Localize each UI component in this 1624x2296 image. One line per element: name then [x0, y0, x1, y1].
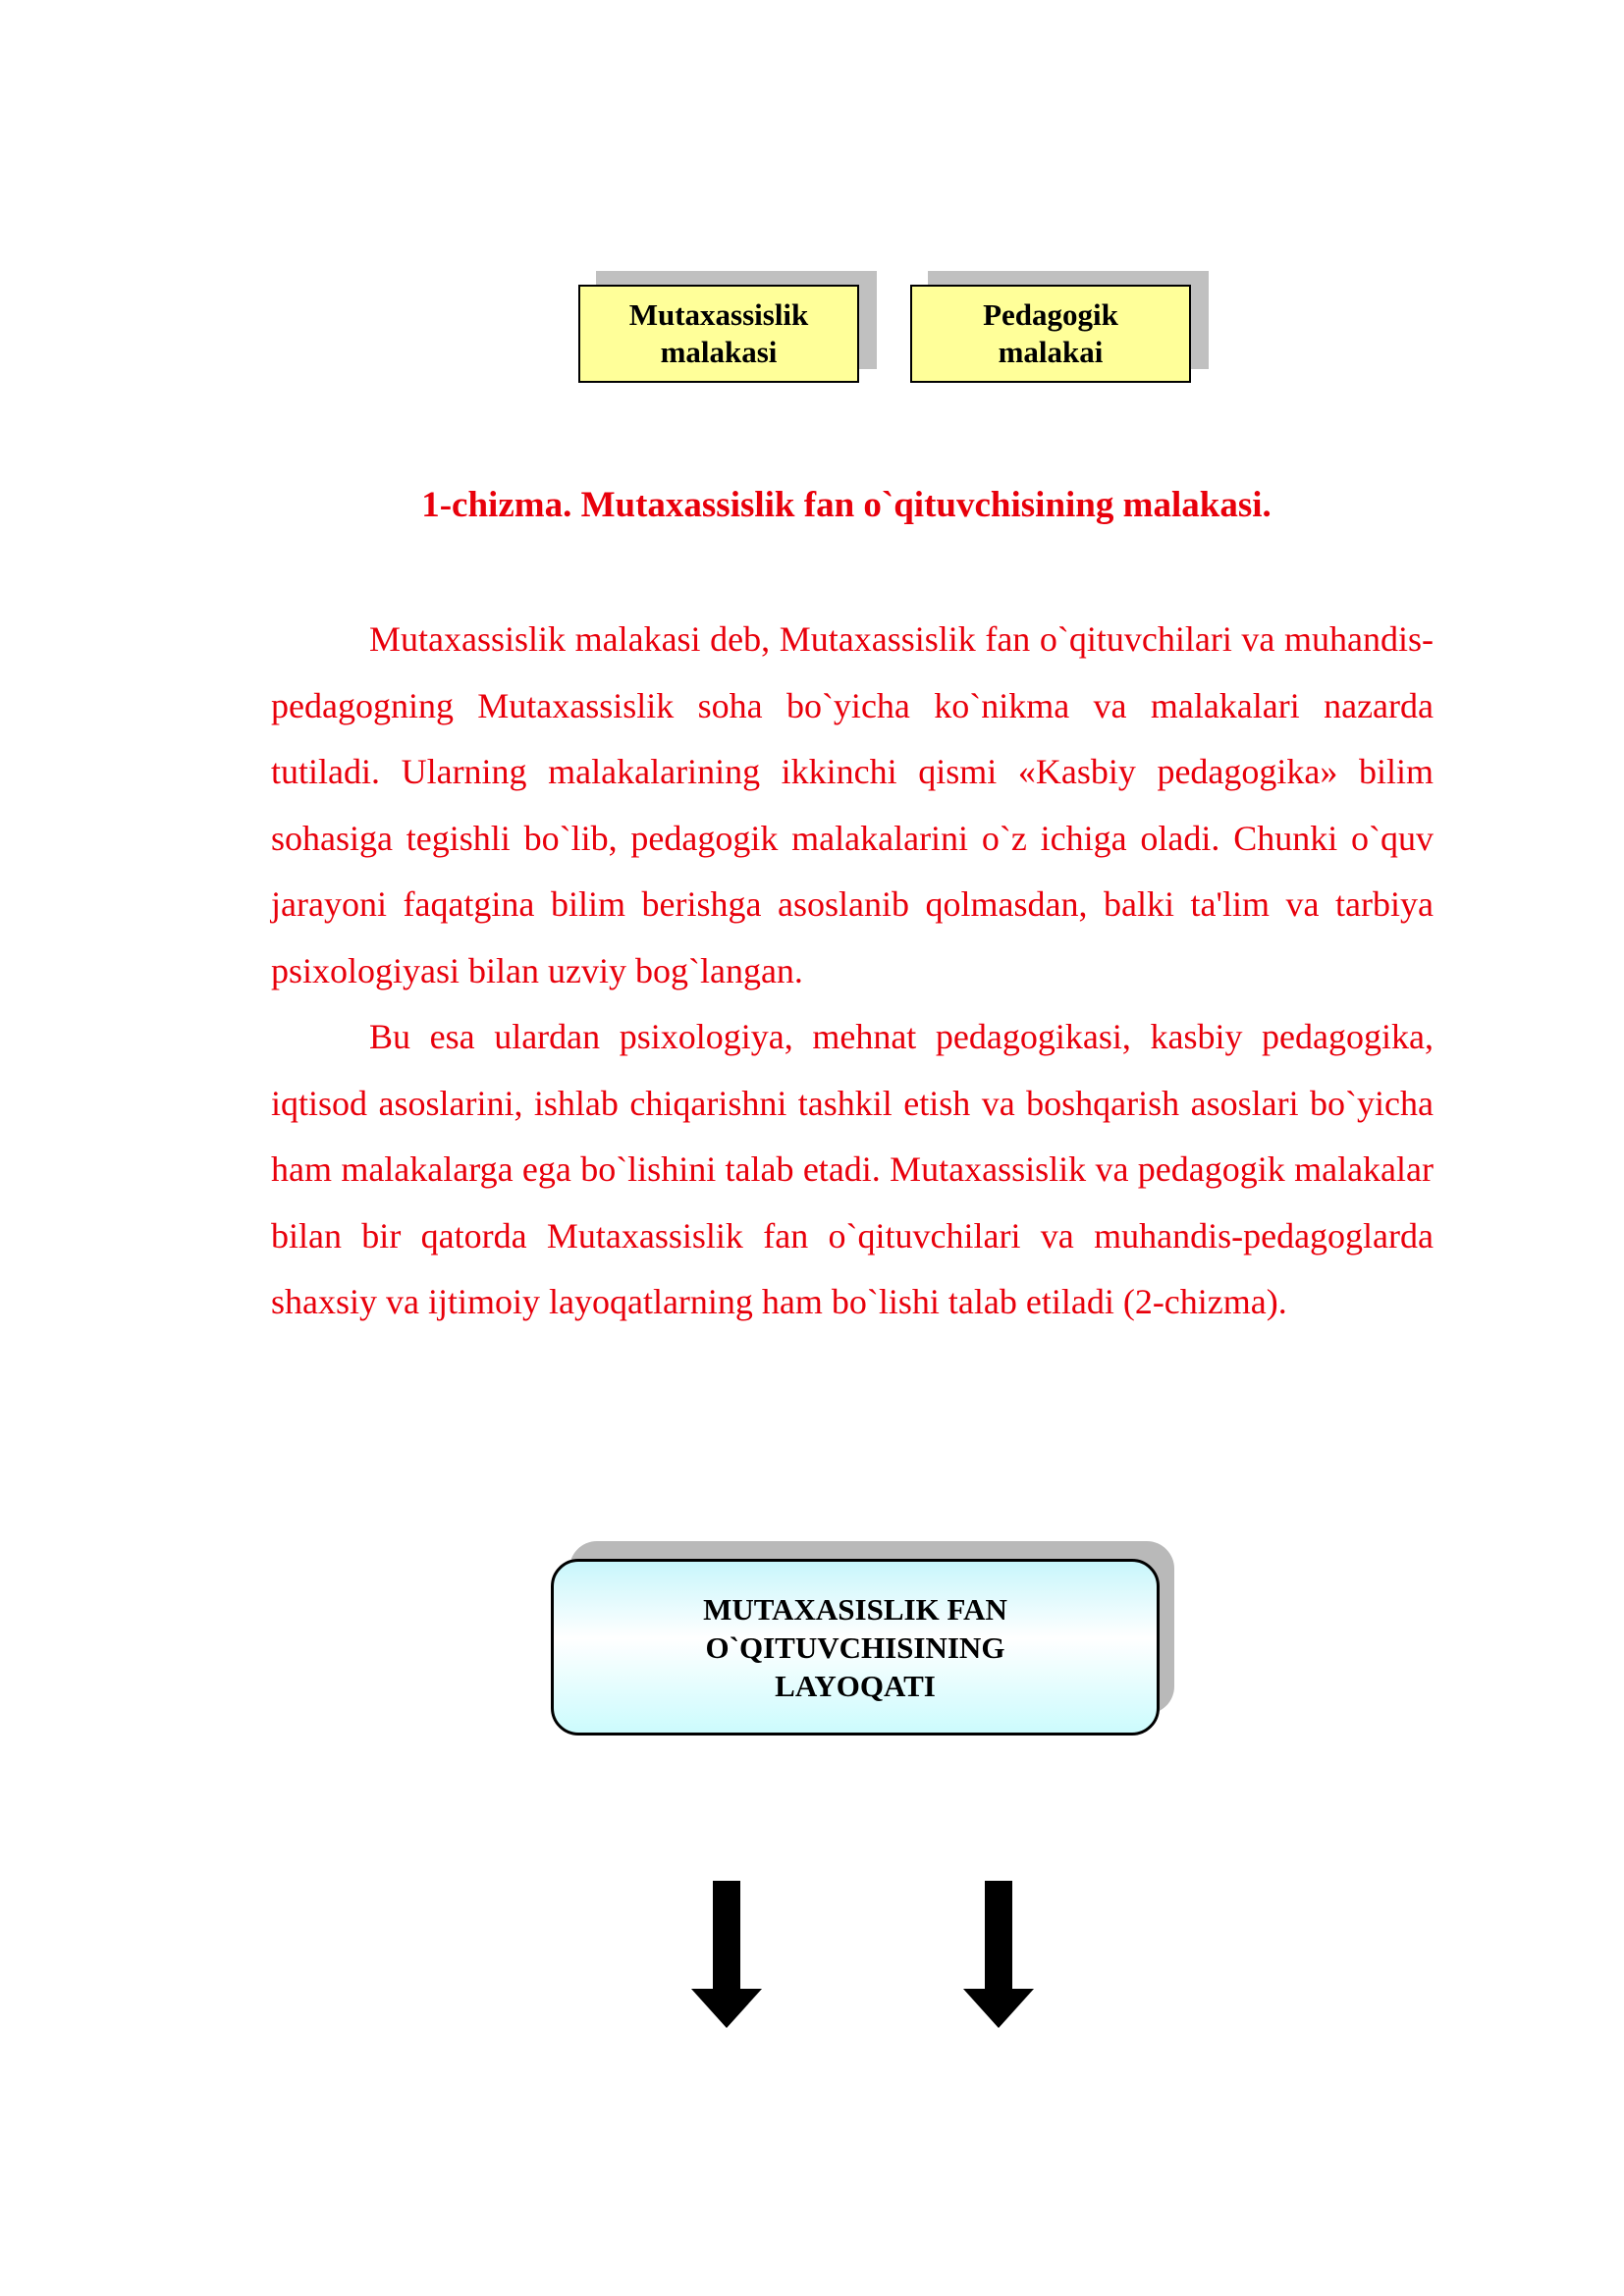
figure-caption: 1-chizma. Mutaxassislik fan o`qituvchisining malakasi. [421, 485, 1272, 525]
body-text [271, 607, 1434, 1336]
box-label-line1: Mutaxassislik [628, 297, 809, 332]
diagram-box-pedagogik [910, 285, 1191, 383]
arrow-down-icon [691, 1881, 762, 2028]
box-label [910, 285, 1191, 383]
paragraph-1: Mutaxassislik malakasi deb, Mutaxassislik fan o`qituvchilari va muhandis-pedagogning Mutaxassislik soha bo`yicha ko`nikma va malakalari nazarda tutiladi. Ularning malakalarining ikkinchi qismi «Kasbiy pedagogika» bilim sohasiga tegishli bo`lib, pedagogik malakalarini o`z ichiga oladi. Chunki o`quv jarayoni faqatgina bilim berishga asoslanib qolmasdan, balki ta'lim va tarbiya psixologiyasi bilan uzviy bog`langan. [271, 619, 1434, 990]
diagram-box-mutaxassislik [578, 285, 859, 383]
big-box-line2: O`QITUVCHISINING [705, 1629, 1005, 1665]
arrow-down-icon [963, 1881, 1034, 2028]
box-label-line2: malakai [998, 335, 1104, 369]
big-box-line1: MUTAXASISLIK FAN [703, 1591, 1007, 1627]
box-label [578, 285, 859, 383]
diagram-box-layoqati [551, 1559, 1160, 1735]
box-label-line2: malakasi [660, 335, 778, 369]
big-box-line3: LAYOQATI [775, 1668, 936, 1703]
box-label-line1: Pedagogik [983, 297, 1118, 332]
paragraph-2: Bu esa ulardan psixologiya, mehnat pedagogikasi, kasbiy pedagogika, iqtisod asoslarini, ishlab chiqarishni tashkil etish va boshqarish asoslari bo`yicha ham malakalarga ega bo`lishini talab etadi. Mutaxassislik va pedagogik malakalar bilan bir qatorda Mutaxassislik fan o`qituvchilari va muhandis-pedagoglarda shaxsiy va ijtimoiy layoqatlarning ham bo`lishi talab etiladi (2-chizma). [271, 1017, 1434, 1321]
